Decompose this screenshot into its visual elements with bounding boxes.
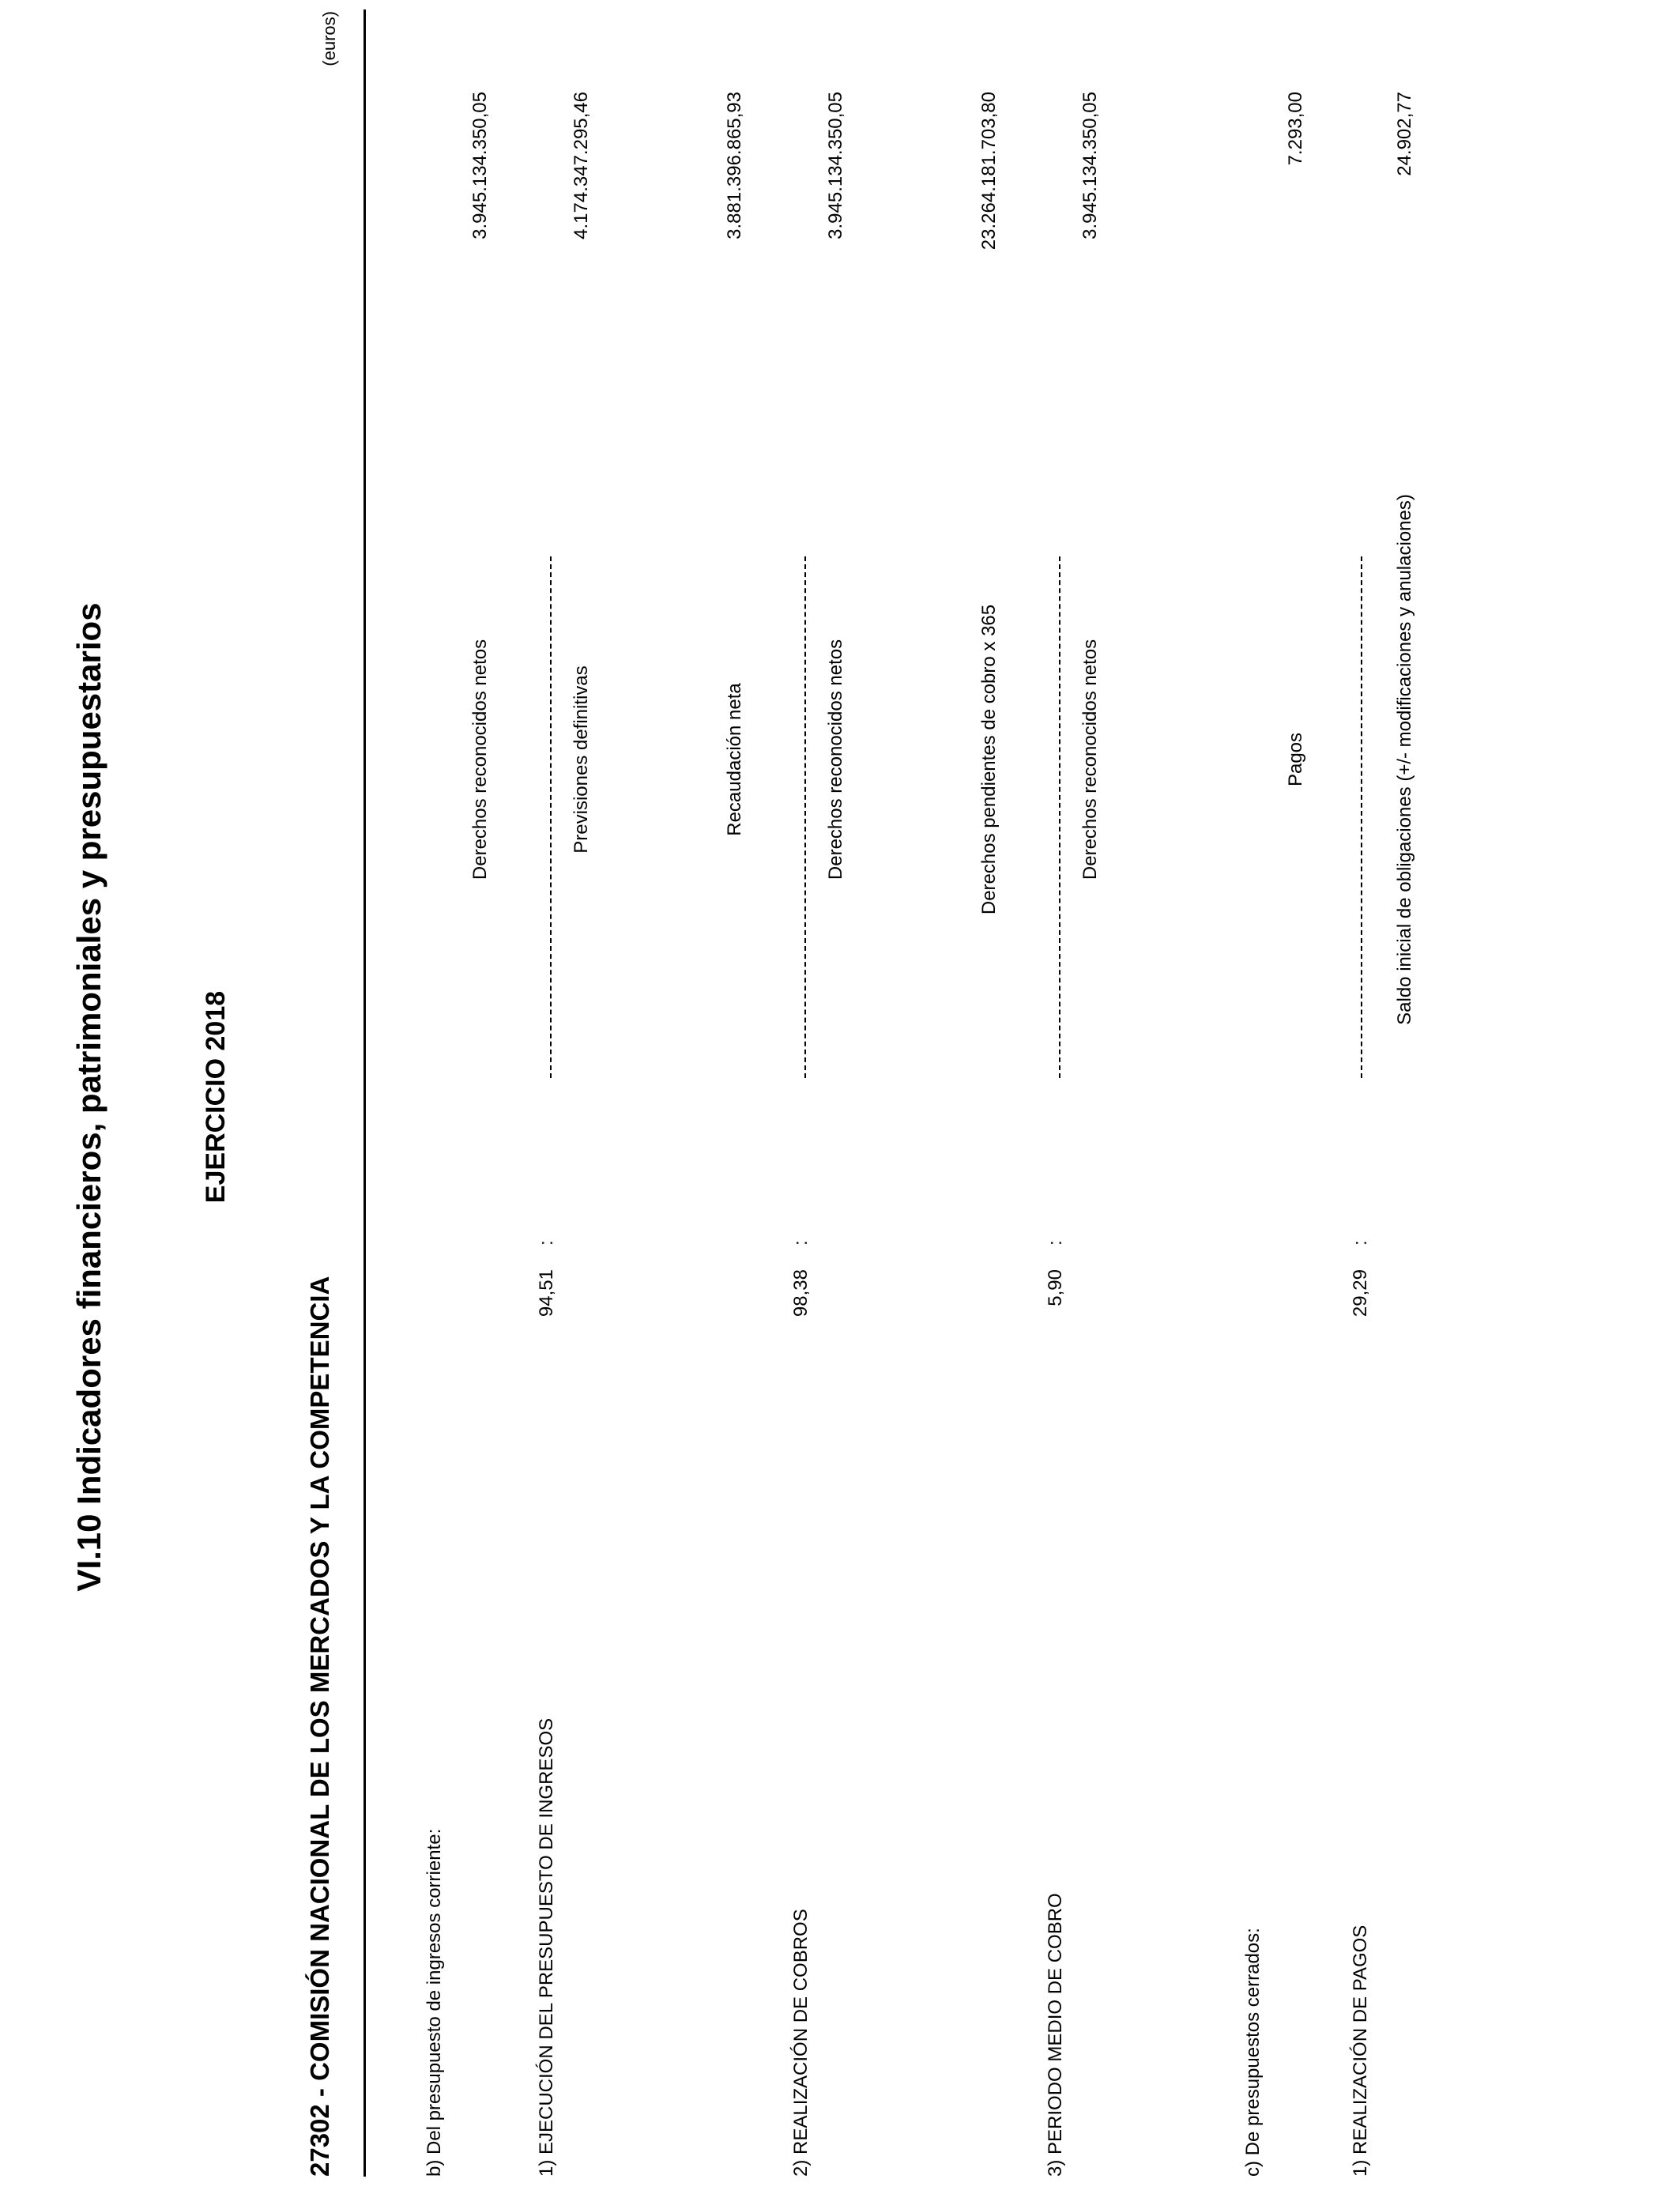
section-b-heading: b) Del presupuesto de ingresos corriente: (424, 1828, 445, 2177)
indicator-label: 1) EJECUCIÓN DEL PRESUPUESTO DE INGRESOS (536, 1717, 557, 2177)
entity-title: 27302 - COMISIÓN NACIONAL DE LOS MERCADOS Y LA COMPETENCIA (305, 1276, 334, 2177)
numerator-value: 23.264.181.703,80 (978, 92, 1000, 251)
denominator-value: 3.945.134.350,05 (825, 92, 846, 239)
numerator-value: 3.945.134.350,05 (469, 92, 491, 239)
denominator-value: 3.945.134.350,05 (1079, 92, 1101, 239)
denominator-value: 4.174.347.295,46 (571, 92, 592, 239)
indicator-label: 3) PERIODO MEDIO DE COBRO (1045, 1893, 1066, 2177)
fraction-line (1361, 556, 1362, 1078)
numerator-label: Recaudación neta (724, 683, 745, 836)
indicator-ratio: 5,90 (1045, 1269, 1066, 1306)
ratio-separator: : (1045, 1240, 1066, 1246)
indicator-ratio: 29,29 (1350, 1269, 1371, 1318)
indicator-label: 2) REALIZACIÓN DE COBROS (790, 1909, 812, 2177)
fraction-line (550, 556, 552, 1078)
denominator-value: 24.902,77 (1394, 92, 1415, 176)
fraction-line (804, 556, 806, 1078)
indicator-ratio: 98,38 (790, 1269, 812, 1318)
denominator-label: Saldo inicial de obligaciones (+/- modificaciones y anulaciones) (1394, 494, 1415, 1025)
currency-unit: (euros) (319, 11, 339, 66)
page-title: VI.10 Indicadores financieros, patrimoniales y presupuestarios (70, 602, 107, 1592)
fraction-line (1059, 556, 1060, 1078)
fiscal-year-title: EJERCICIO 2018 (201, 990, 231, 1204)
ratio-separator: : (536, 1240, 557, 1246)
section-c-heading: c) De presupuestos cerrados: (1242, 1928, 1264, 2177)
numerator-label: Pagos (1285, 732, 1306, 787)
indicator-ratio: 94,51 (536, 1269, 557, 1318)
header-divider (363, 9, 366, 2177)
ratio-separator: : (1350, 1240, 1371, 1246)
numerator-value: 7.293,00 (1285, 92, 1306, 166)
ratio-separator: : (790, 1240, 812, 1246)
indicator-label: 1) REALIZACIÓN DE PAGOS (1350, 1924, 1371, 2177)
denominator-label: Derechos reconocidos netos (1079, 639, 1101, 880)
denominator-label: Derechos reconocidos netos (825, 639, 846, 880)
denominator-label: Previsiones definitivas (571, 665, 592, 854)
numerator-label: Derechos reconocidos netos (469, 639, 491, 880)
numerator-value: 3.881.396.865,93 (724, 92, 745, 239)
numerator-label: Derechos pendientes de cobro x 365 (978, 604, 1000, 915)
